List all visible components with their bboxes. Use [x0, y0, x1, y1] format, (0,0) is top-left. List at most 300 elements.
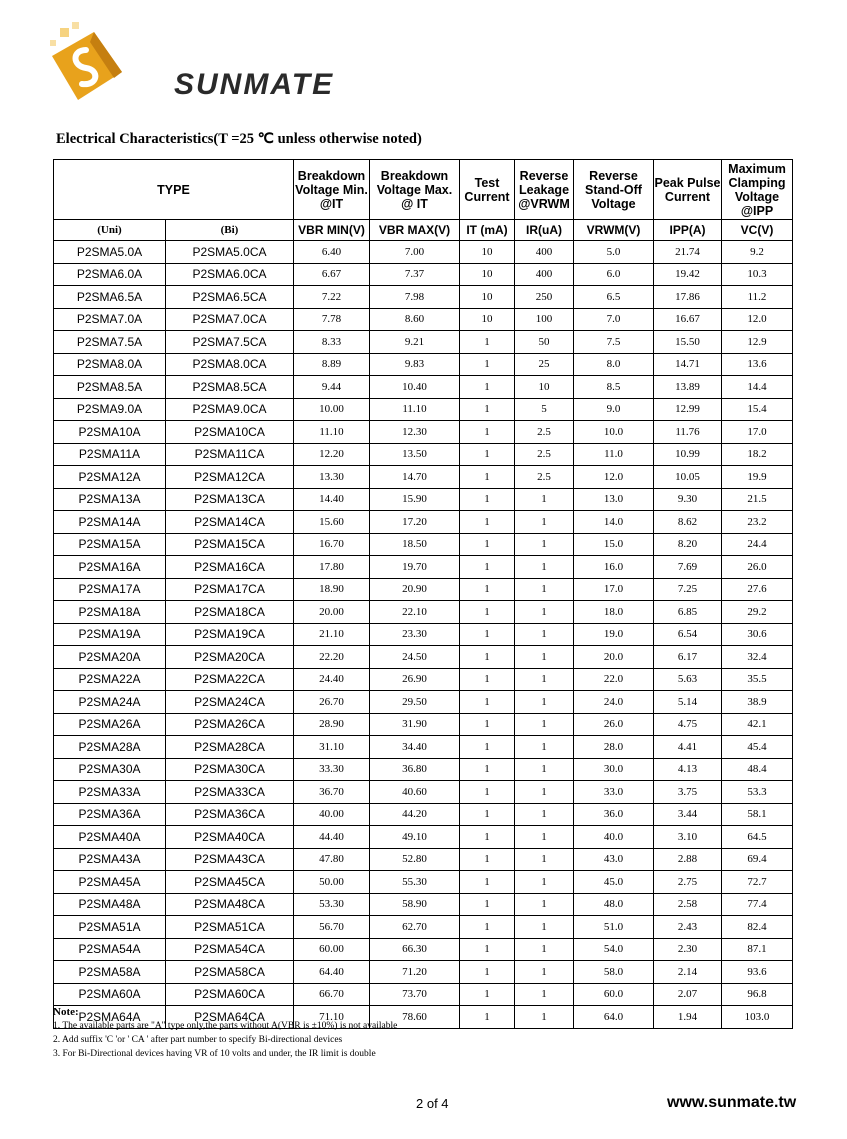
table-cell: 8.89: [294, 353, 370, 376]
table-row: [54, 983, 793, 1006]
sunmate-logo: [42, 20, 335, 110]
electrical-characteristics-table: [53, 159, 793, 1029]
table-cell: P2SMA48A: [54, 893, 166, 916]
table-cell: 20.00: [294, 601, 370, 624]
section-title: Electrical Characteristics(T =25 ℃ unless otherwise noted): [56, 131, 422, 147]
table-cell: 15.0: [574, 533, 654, 556]
table-cell: 1: [460, 556, 515, 579]
table-cell: 24.40: [294, 668, 370, 691]
table-cell: 55.30: [370, 871, 460, 894]
table-cell: 9.0: [574, 398, 654, 421]
table-cell: 1: [515, 938, 574, 961]
table-cell: 8.5: [574, 376, 654, 399]
table-cell: 6.17: [654, 646, 722, 669]
table-cell: 93.6: [722, 961, 793, 984]
table-cell: P2SMA28CA: [166, 736, 294, 759]
table-cell: 9.21: [370, 331, 460, 354]
table-cell: P2SMA14CA: [166, 511, 294, 534]
table-cell: 32.4: [722, 646, 793, 669]
table-cell: 1: [460, 511, 515, 534]
table-cell: 7.69: [654, 556, 722, 579]
table-cell: P2SMA22A: [54, 668, 166, 691]
table-cell: P2SMA58CA: [166, 961, 294, 984]
notes: [53, 1005, 397, 1061]
table-cell: 28.0: [574, 736, 654, 759]
table-cell: 12.20: [294, 443, 370, 466]
table-cell: 78.60: [370, 1006, 460, 1029]
table-cell: 2.5: [515, 421, 574, 444]
table-cell: 43.0: [574, 848, 654, 871]
table-cell: 21.10: [294, 623, 370, 646]
table-cell: 45.0: [574, 871, 654, 894]
table-cell: P2SMA48CA: [166, 893, 294, 916]
table-cell: 14.4: [722, 376, 793, 399]
table-cell: P2SMA6.5A: [54, 286, 166, 309]
table-row: [54, 691, 793, 714]
table-row: [54, 353, 793, 376]
table-cell: 20.0: [574, 646, 654, 669]
table-cell: 8.33: [294, 331, 370, 354]
table-cell: 12.9: [722, 331, 793, 354]
table-cell: 2.07: [654, 983, 722, 1006]
table-cell: 10: [460, 286, 515, 309]
table-cell: P2SMA43CA: [166, 848, 294, 871]
table-cell: P2SMA16CA: [166, 556, 294, 579]
table-cell: P2SMA5.0CA: [166, 241, 294, 264]
table-row: [54, 668, 793, 691]
table-cell: 13.50: [370, 443, 460, 466]
table-cell: 13.30: [294, 466, 370, 489]
table-cell: 36.70: [294, 781, 370, 804]
table-cell: 1: [515, 488, 574, 511]
page-number: 2 of 4: [416, 1096, 449, 1111]
table-cell: 24.50: [370, 646, 460, 669]
logo-wordmark: SUNMATE: [174, 68, 335, 101]
table-cell: 10: [460, 308, 515, 331]
table-cell: 103.0: [722, 1006, 793, 1029]
table-cell: 1: [460, 353, 515, 376]
table-cell: P2SMA54CA: [166, 938, 294, 961]
table-cell: 12.0: [574, 466, 654, 489]
table-cell: 3.44: [654, 803, 722, 826]
table-cell: P2SMA30CA: [166, 758, 294, 781]
table-cell: 7.5: [574, 331, 654, 354]
table-cell: P2SMA40A: [54, 826, 166, 849]
table-cell: P2SMA10A: [54, 421, 166, 444]
table-cell: 1.94: [654, 1006, 722, 1029]
table-cell: P2SMA24A: [54, 691, 166, 714]
table-row: [54, 848, 793, 871]
table-cell: P2SMA64CA: [166, 1006, 294, 1029]
table-row: [54, 556, 793, 579]
table-cell: 7.22: [294, 286, 370, 309]
table-cell: 50: [515, 331, 574, 354]
table-cell: 1: [515, 556, 574, 579]
table-cell: P2SMA40CA: [166, 826, 294, 849]
table-cell: 1: [515, 736, 574, 759]
table-cell: P2SMA60A: [54, 983, 166, 1006]
table-cell: 56.70: [294, 916, 370, 939]
table-cell: 72.7: [722, 871, 793, 894]
table-cell: 1: [515, 623, 574, 646]
table-cell: 15.60: [294, 511, 370, 534]
table-body: [54, 241, 793, 1029]
table-row: [54, 713, 793, 736]
table-cell: 1: [460, 826, 515, 849]
table-cell: 2.14: [654, 961, 722, 984]
table-cell: 11.10: [370, 398, 460, 421]
type-header: TYPE: [54, 160, 294, 220]
table-cell: 18.90: [294, 578, 370, 601]
table-cell: P2SMA8.5A: [54, 376, 166, 399]
table-cell: 3.75: [654, 781, 722, 804]
table-cell: 6.67: [294, 263, 370, 286]
table-cell: 10.0: [574, 421, 654, 444]
table-cell: 28.90: [294, 713, 370, 736]
table-row: [54, 263, 793, 286]
table-cell: 13.0: [574, 488, 654, 511]
table-cell: P2SMA9.0CA: [166, 398, 294, 421]
table-cell: 18.0: [574, 601, 654, 624]
table-cell: P2SMA8.5CA: [166, 376, 294, 399]
standoff-voltage-header: Reverse Stand-Off Voltage: [574, 160, 654, 220]
table-cell: 1: [460, 601, 515, 624]
table-row: [54, 646, 793, 669]
table-cell: 5.63: [654, 668, 722, 691]
vbr-min-unit: VBR MIN(V): [294, 220, 370, 241]
table-row: [54, 376, 793, 399]
table-cell: P2SMA54A: [54, 938, 166, 961]
table-cell: 4.41: [654, 736, 722, 759]
table-cell: P2SMA19A: [54, 623, 166, 646]
table-cell: P2SMA18CA: [166, 601, 294, 624]
table-cell: 12.30: [370, 421, 460, 444]
table-cell: 60.00: [294, 938, 370, 961]
table-cell: 1: [460, 871, 515, 894]
table-cell: 26.70: [294, 691, 370, 714]
table-cell: 35.5: [722, 668, 793, 691]
table-cell: 8.62: [654, 511, 722, 534]
table-cell: 60.0: [574, 983, 654, 1006]
table-cell: 21.74: [654, 241, 722, 264]
table-cell: 48.4: [722, 758, 793, 781]
table-cell: 12.0: [722, 308, 793, 331]
table-cell: 1: [460, 916, 515, 939]
table-cell: 10.05: [654, 466, 722, 489]
table-cell: 64.0: [574, 1006, 654, 1029]
table-cell: 66.30: [370, 938, 460, 961]
table-cell: 6.40: [294, 241, 370, 264]
table-cell: 31.90: [370, 713, 460, 736]
table-cell: P2SMA14A: [54, 511, 166, 534]
table-cell: 6.5: [574, 286, 654, 309]
table-cell: 71.20: [370, 961, 460, 984]
table-cell: 69.4: [722, 848, 793, 871]
table-cell: 10.40: [370, 376, 460, 399]
table-cell: 14.70: [370, 466, 460, 489]
table-cell: P2SMA6.0A: [54, 263, 166, 286]
note-1: 1. The available parts are "A" type only,the parts without A(VBR is ±10%) is not available: [53, 1021, 398, 1031]
table-row: [54, 421, 793, 444]
table-cell: 1: [460, 983, 515, 1006]
table-cell: 22.10: [370, 601, 460, 624]
table-cell: P2SMA16A: [54, 556, 166, 579]
table-cell: 15.50: [654, 331, 722, 354]
table-cell: 54.0: [574, 938, 654, 961]
table-cell: 17.80: [294, 556, 370, 579]
table-cell: P2SMA26CA: [166, 713, 294, 736]
table-cell: 17.0: [722, 421, 793, 444]
table-cell: P2SMA8.0A: [54, 353, 166, 376]
table-cell: 1: [460, 758, 515, 781]
table-cell: 1: [515, 916, 574, 939]
table-cell: 16.70: [294, 533, 370, 556]
table-cell: 36.0: [574, 803, 654, 826]
table-row: [54, 533, 793, 556]
table-cell: 12.99: [654, 398, 722, 421]
table-cell: 1: [515, 533, 574, 556]
table-cell: 1: [515, 871, 574, 894]
table-cell: 1: [460, 421, 515, 444]
table-cell: 1: [460, 668, 515, 691]
table-cell: 3.10: [654, 826, 722, 849]
table-cell: P2SMA13CA: [166, 488, 294, 511]
table-cell: 1: [515, 713, 574, 736]
table-cell: P2SMA11A: [54, 443, 166, 466]
table-cell: 1: [515, 983, 574, 1006]
table-row: [54, 488, 793, 511]
table-cell: P2SMA30A: [54, 758, 166, 781]
table-row: [54, 578, 793, 601]
table-cell: P2SMA19CA: [166, 623, 294, 646]
table-row: [54, 961, 793, 984]
table-cell: 23.2: [722, 511, 793, 534]
table-cell: P2SMA60CA: [166, 983, 294, 1006]
table-row: [54, 286, 793, 309]
table-cell: 64.40: [294, 961, 370, 984]
notes-heading: Note:: [53, 1006, 79, 1018]
table-cell: P2SMA6.0CA: [166, 263, 294, 286]
table-cell: 17.86: [654, 286, 722, 309]
table-cell: P2SMA26A: [54, 713, 166, 736]
table-cell: 1: [460, 533, 515, 556]
table-cell: P2SMA18A: [54, 601, 166, 624]
table-cell: P2SMA7.5A: [54, 331, 166, 354]
table-cell: 40.00: [294, 803, 370, 826]
table-cell: 33.0: [574, 781, 654, 804]
table-cell: 7.78: [294, 308, 370, 331]
table-cell: P2SMA12A: [54, 466, 166, 489]
table-cell: 1: [460, 781, 515, 804]
ir-unit: IR(uA): [515, 220, 574, 241]
table-cell: P2SMA12CA: [166, 466, 294, 489]
table-cell: P2SMA51A: [54, 916, 166, 939]
table-cell: P2SMA7.0CA: [166, 308, 294, 331]
vrwm-unit: VRWM(V): [574, 220, 654, 241]
table-cell: 1: [460, 736, 515, 759]
table-cell: 1: [460, 713, 515, 736]
vbr-max-header: Breakdown Voltage Max. @ IT: [370, 160, 460, 220]
table-cell: 29.50: [370, 691, 460, 714]
table-cell: 16.67: [654, 308, 722, 331]
table-cell: P2SMA24CA: [166, 691, 294, 714]
table-cell: 77.4: [722, 893, 793, 916]
table-cell: 10.3: [722, 263, 793, 286]
table-cell: 8.0: [574, 353, 654, 376]
table-cell: 4.13: [654, 758, 722, 781]
table-cell: 1: [460, 623, 515, 646]
logo-mark-icon: [42, 20, 138, 110]
table-cell: 71.10: [294, 1006, 370, 1029]
table-cell: 9.44: [294, 376, 370, 399]
table-cell: 48.0: [574, 893, 654, 916]
table-cell: 1: [460, 691, 515, 714]
table-cell: P2SMA11CA: [166, 443, 294, 466]
table-cell: 26.0: [574, 713, 654, 736]
table-cell: 50.00: [294, 871, 370, 894]
table-cell: 1: [515, 646, 574, 669]
table-row: [54, 601, 793, 624]
table-cell: P2SMA36CA: [166, 803, 294, 826]
table-cell: P2SMA33CA: [166, 781, 294, 804]
table-cell: 33.30: [294, 758, 370, 781]
table-cell: 4.75: [654, 713, 722, 736]
table-cell: 2.30: [654, 938, 722, 961]
table-cell: 1: [515, 893, 574, 916]
table-cell: 7.0: [574, 308, 654, 331]
table-cell: 58.1: [722, 803, 793, 826]
table-cell: 13.89: [654, 376, 722, 399]
vbr-min-header: Breakdown Voltage Min. @IT: [294, 160, 370, 220]
table-cell: 27.6: [722, 578, 793, 601]
table-cell: 8.20: [654, 533, 722, 556]
table-cell: 9.2: [722, 241, 793, 264]
table-cell: 5: [515, 398, 574, 421]
table-cell: 1: [460, 466, 515, 489]
website-url: www.sunmate.tw: [667, 1094, 797, 1111]
table-cell: 10.00: [294, 398, 370, 421]
table-cell: 1: [460, 646, 515, 669]
table-cell: 18.50: [370, 533, 460, 556]
table-cell: 1: [515, 758, 574, 781]
table-row: [54, 466, 793, 489]
table-cell: 1: [515, 803, 574, 826]
table-cell: 96.8: [722, 983, 793, 1006]
table-cell: 1: [460, 331, 515, 354]
table-row: [54, 331, 793, 354]
table-cell: P2SMA6.5CA: [166, 286, 294, 309]
table-cell: P2SMA58A: [54, 961, 166, 984]
table-cell: 47.80: [294, 848, 370, 871]
note-3: 3. For Bi-Directional devices having VR of 10 volts and under, the IR limit is double: [53, 1049, 376, 1059]
table-cell: 11.0: [574, 443, 654, 466]
table-cell: P2SMA20A: [54, 646, 166, 669]
bi-header: (Bi): [166, 220, 294, 241]
table-cell: 34.40: [370, 736, 460, 759]
table-row: [54, 871, 793, 894]
table-cell: 31.10: [294, 736, 370, 759]
table-cell: 40.0: [574, 826, 654, 849]
table-row: [54, 511, 793, 534]
table-cell: 11.10: [294, 421, 370, 444]
table-cell: 44.40: [294, 826, 370, 849]
table-cell: 53.30: [294, 893, 370, 916]
table-row: [54, 826, 793, 849]
table-cell: 10: [460, 241, 515, 264]
table-cell: 19.42: [654, 263, 722, 286]
table-cell: 11.2: [722, 286, 793, 309]
table-cell: P2SMA45CA: [166, 871, 294, 894]
table-cell: P2SMA28A: [54, 736, 166, 759]
table-row: [54, 241, 793, 264]
table-cell: 100: [515, 308, 574, 331]
table-cell: 11.76: [654, 421, 722, 444]
table-cell: 45.4: [722, 736, 793, 759]
table-cell: 51.0: [574, 916, 654, 939]
table-cell: 52.80: [370, 848, 460, 871]
table-cell: 58.0: [574, 961, 654, 984]
table-cell: 38.9: [722, 691, 793, 714]
table-cell: 24.0: [574, 691, 654, 714]
table-cell: 6.85: [654, 601, 722, 624]
table-cell: 25: [515, 353, 574, 376]
table-cell: 87.1: [722, 938, 793, 961]
table-row: [54, 398, 793, 421]
table-cell: 53.3: [722, 781, 793, 804]
table-cell: 16.0: [574, 556, 654, 579]
table-cell: 400: [515, 263, 574, 286]
table-cell: 14.40: [294, 488, 370, 511]
table-cell: 20.90: [370, 578, 460, 601]
table-cell: 24.4: [722, 533, 793, 556]
table-cell: 8.60: [370, 308, 460, 331]
table-cell: 7.98: [370, 286, 460, 309]
table-cell: 40.60: [370, 781, 460, 804]
table-cell: 29.2: [722, 601, 793, 624]
table-cell: 1: [515, 826, 574, 849]
table-cell: 1: [460, 1006, 515, 1029]
table-cell: 1: [460, 848, 515, 871]
it-unit: IT (mA): [460, 220, 515, 241]
table-cell: 7.00: [370, 241, 460, 264]
table-cell: 1: [515, 848, 574, 871]
table-cell: 15.90: [370, 488, 460, 511]
table-cell: 14.71: [654, 353, 722, 376]
table-cell: 64.5: [722, 826, 793, 849]
table-row: [54, 308, 793, 331]
table-cell: 2.5: [515, 466, 574, 489]
table-cell: 7.25: [654, 578, 722, 601]
table-cell: 36.80: [370, 758, 460, 781]
table-cell: P2SMA36A: [54, 803, 166, 826]
table-cell: 30.6: [722, 623, 793, 646]
table-cell: P2SMA43A: [54, 848, 166, 871]
table-cell: 19.9: [722, 466, 793, 489]
table-cell: 1: [515, 511, 574, 534]
table-cell: P2SMA8.0CA: [166, 353, 294, 376]
table-cell: 1: [515, 1006, 574, 1029]
table-cell: P2SMA17CA: [166, 578, 294, 601]
table-cell: 30.0: [574, 758, 654, 781]
table-cell: P2SMA9.0A: [54, 398, 166, 421]
table-cell: 2.5: [515, 443, 574, 466]
table-cell: 66.70: [294, 983, 370, 1006]
table-cell: 5.14: [654, 691, 722, 714]
table-row: [54, 938, 793, 961]
table-row: [54, 758, 793, 781]
table-cell: 13.6: [722, 353, 793, 376]
table-cell: 22.20: [294, 646, 370, 669]
